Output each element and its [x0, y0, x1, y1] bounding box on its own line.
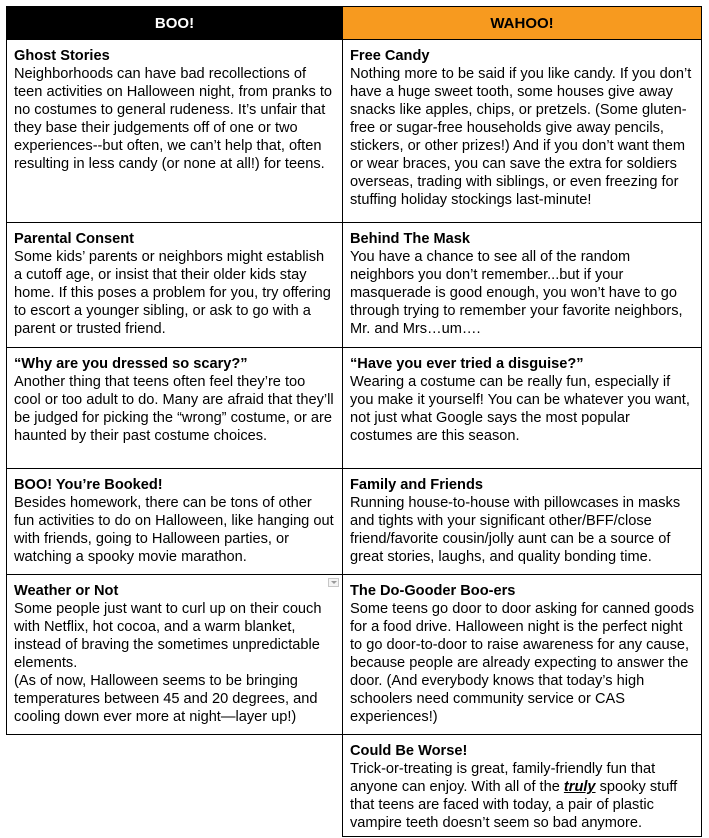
- cell-text-part: Trick-or-treating is great, family-friendly fun that anyone can enjoy. With all of the: [350, 761, 656, 795]
- cell-title: Behind The Mask: [350, 231, 471, 247]
- cell-title: Free Candy: [350, 48, 430, 64]
- cell-text-part: spooky stuff that teens are faced with today, a pair of plastic vampire teeth doesn’t seem so bad anymore.: [350, 779, 678, 831]
- boo-cell-ghost-stories: [6, 39, 343, 223]
- header-wahoo-label: WAHOO!: [490, 14, 554, 32]
- cell-text-note: (As of now, Halloween seems to be bringing temperatures between 45 and 20 degrees, and cooling down ever more at night—layer up!): [14, 673, 318, 725]
- cell-text: Some people just want to curl up on their couch with Netflix, hot cocoa, and a warm blanket, instead of braving the sometimes unpredictable elements.: [14, 601, 322, 671]
- wahoo-cell-free-candy: [342, 39, 702, 223]
- wahoo-cell-behind-the-mask: [342, 222, 702, 348]
- cell-title: Family and Friends: [350, 477, 483, 493]
- cell-title: “Have you ever tried a disguise?”: [350, 356, 584, 372]
- cell-title: “Why are you dressed so scary?”: [14, 356, 248, 372]
- cell-text-emphasis: truly: [563, 779, 596, 795]
- boo-cell-booked: [6, 468, 343, 575]
- cell-title: BOO! You’re Booked!: [14, 477, 163, 493]
- cell-text: Some kids’ parents or neighbors might establish a cutoff age, or insist that their older kids stay home. If this poses a problem for you, try offering to escort a younger sibling, or ask to go with a parent or trusted friend.: [14, 249, 331, 337]
- wahoo-cell-could-be-worse: [342, 734, 702, 837]
- cell-text: Another thing that teens often feel they’re too cool or too adult to do. Many are afraid that they’ll be judged for picking the “wrong” costume, or are haunted by their past costume choices.: [14, 374, 334, 444]
- cell-text: Neighborhoods can have bad recollections of teen activities on Halloween night, from pranks to no costumes to general rudeness. It’s unfair that they base their judgements off of one or two experiences--but often, we can’t help that, often resulting in less candy (or none at all!) for teens.: [14, 66, 332, 172]
- cell-title: Ghost Stories: [14, 48, 110, 64]
- cell-text: Nothing more to be said if you like candy. If you don’t have a huge sweet tooth, some houses give away snacks like apples, chips, or pretzels. (Some gluten-free or sugar-free households give away pencils, stickers, or other prizes!) And if you don’t want them or wear braces, you can save the extra for soldiers overseas, trading with siblings, or even freezing for stuffing holiday stockings last-minute!: [350, 66, 692, 208]
- header-boo-label: BOO!: [154, 14, 195, 32]
- cell-text: Wearing a costume can be really fun, especially if you make it yourself! You can be whatever you want, not just what Google says the most popular costumes are this season.: [350, 374, 690, 444]
- cell-text: Besides homework, there can be tons of other fun activities to do on Halloween, like hanging out with friends, going to Halloween parties, or watching a spooky movie marathon.: [14, 495, 334, 565]
- cell-title: Could Be Worse!: [350, 743, 468, 759]
- boo-cell-parental-consent: [6, 222, 343, 348]
- cell-text: [350, 760, 694, 832]
- header-wahoo: [342, 6, 702, 40]
- cell-text: You have a chance to see all of the random neighbors you don’t remember...but if your masquerade is good enough, you won’t have to go through trying to remember your favorite neighbors, Mr. and Mrs…um….: [350, 249, 683, 337]
- header-boo: [6, 6, 343, 40]
- cell-menu-icon[interactable]: [328, 578, 339, 587]
- cell-text: Running house-to-house with pillowcases in masks and tights with your significant other/BFF/close friend/favorite cousin/jolly aunt can be a source of great stories, laughs, and quality bonding time.: [350, 495, 681, 565]
- boo-cell-weather: [6, 574, 343, 735]
- cell-title: Weather or Not: [14, 583, 119, 599]
- wahoo-cell-disguise: [342, 347, 702, 469]
- boo-cell-dressed-scary: [6, 347, 343, 469]
- cell-title: Parental Consent: [14, 231, 135, 247]
- cell-text: Some teens go door to door asking for canned goods for a food drive. Halloween night is the perfect night to go door-to-door to raise awareness for any cause, because people are already expecting to answer the door. (And everybody knows that today’s high schoolers need community service or CAS experiences!): [350, 601, 694, 725]
- wahoo-cell-do-gooder: [342, 574, 702, 735]
- wahoo-cell-family-friends: [342, 468, 702, 575]
- cell-title: The Do-Gooder Boo-ers: [350, 583, 516, 599]
